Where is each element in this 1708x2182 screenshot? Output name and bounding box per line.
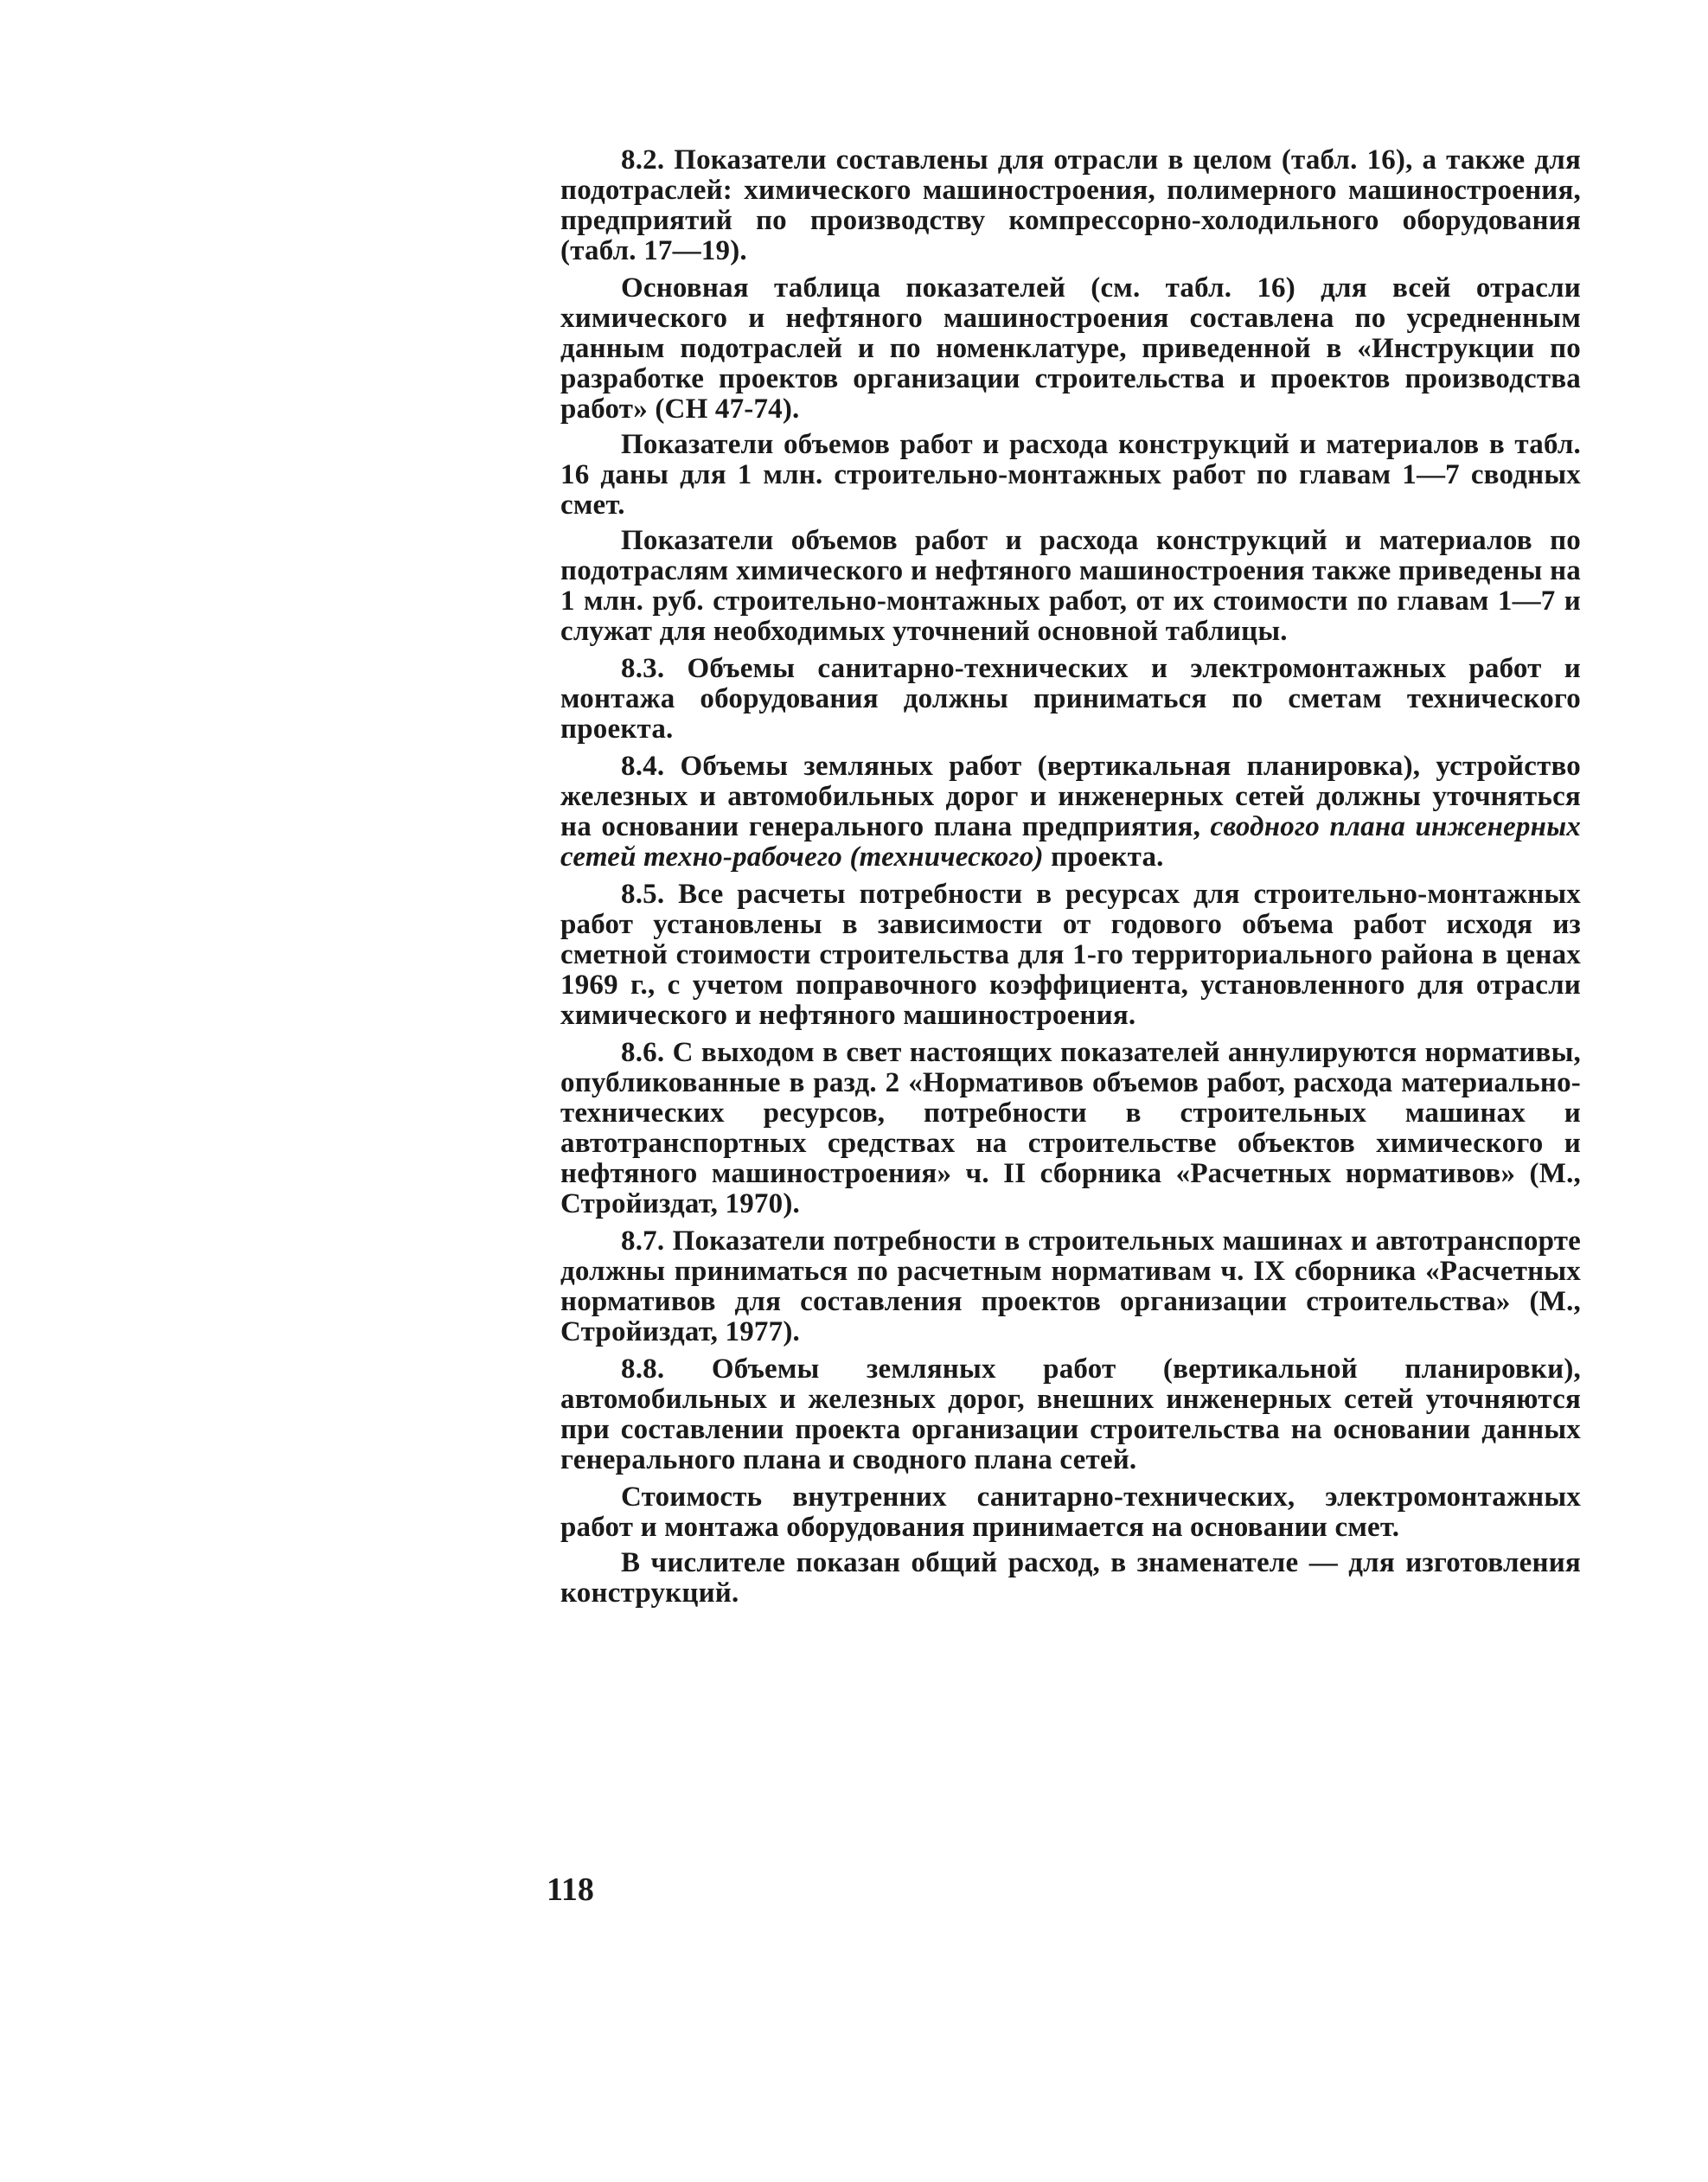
paragraph-8-3: 8.3. Объемы санитарно-технических и электромонтажных работ и монтажа оборудования должны приниматься по сметам технического проекта. — [560, 653, 1581, 745]
paragraph-volumes-subindustries: Показатели объемов работ и расхода конструкций и материалов по подотраслям химического и нефтяного машиностроения также приведены на 1 млн. руб. строительно-монтажных работ, от их стоимости по главам 1—7 и служат для необходимых уточнений основной таблицы. — [560, 525, 1581, 647]
paragraph-internal-cost: Стоимость внутренних санитарно-технических, электромонтажных работ и монтажа оборудования принимается на основании смет. — [560, 1481, 1581, 1543]
paragraph-volumes-table16: Показатели объемов работ и расхода конструкций и материалов в табл. 16 даны для 1 млн. строительно-монтажных работ по главам 1—7 сводных смет. — [560, 429, 1581, 521]
paragraph-8-8: 8.8. Объемы земляных работ (вертикальной планировки), автомобильных и железных дорог, внешних инженерных сетей уточняются при составлении проекта организации строительства на основании данных генерального плана и сводного плана сетей. — [560, 1353, 1581, 1475]
paragraph-8-5: 8.5. Все расчеты потребности в ресурсах для строительно-монтажных работ установлены в зависимости от годового объема работ исходя из сметной стоимости строительства для 1-го территориального района в ценах 1969 г., с учетом поправочного коэффициента, установленного для отрасли химического и нефтяного машиностроения. — [560, 879, 1581, 1031]
paragraph-8-4-italic: сводного плана инженерных сетей техно-рабочего (технического) — [560, 811, 1581, 873]
document-body — [560, 145, 1581, 1616]
paragraph-8-2: 8.2. Показатели составлены для отрасли в целом (табл. 16), а также для подотраслей: химического машиностроения, полимерного машиностроения, предприятий по производству компрессорно-холодильного оборудования (табл. 17—19). — [560, 144, 1581, 266]
paragraph-8-4-text: 8.4. Объемы земляных работ (вертикальная планировка), устройство железных и автомобильных дорог и инженерных сетей должны уточняться на основании генерального плана предприятия, — [560, 751, 1581, 842]
page-number: 118 — [547, 1872, 594, 1908]
paragraph-numerator-note: В числителе показан общий расход, в знаменателе — для изготовления конструкций. — [560, 1547, 1581, 1609]
paragraph-main-table: Основная таблица показателей (см. табл. 16) для всей отрасли химического и нефтяного машиностроения составлена по усредненным данным подотраслей и по номенклатуре, приведенной в «Инструкции по разработке проектов организации строительства и проектов производства работ» (СН 47-74). — [560, 272, 1581, 425]
paragraph-8-7: 8.7. Показатели потребности в строительных машинах и автотранспорте должны приниматься по расчетным нормативам ч. IX сборника «Расчетных нормативов для составления проектов организации строительства» (М., Стройиздат, 1977). — [560, 1225, 1581, 1347]
paragraph-8-4 — [560, 752, 1581, 873]
paragraph-8-4-end: проекта. — [1043, 841, 1164, 873]
paragraph-8-6: 8.6. С выходом в свет настоящих показателей аннулируются нормативы, опубликованные в разд. 2 «Нормативов объемов работ, расхода материально-технических ресурсов, потребности в строительных машинах и автотранспортных средствах на строительстве объектов химического и нефтяного машиностроения» ч. II сборника «Расчетных нормативов» (М., Стройиздат, 1970). — [560, 1037, 1581, 1219]
